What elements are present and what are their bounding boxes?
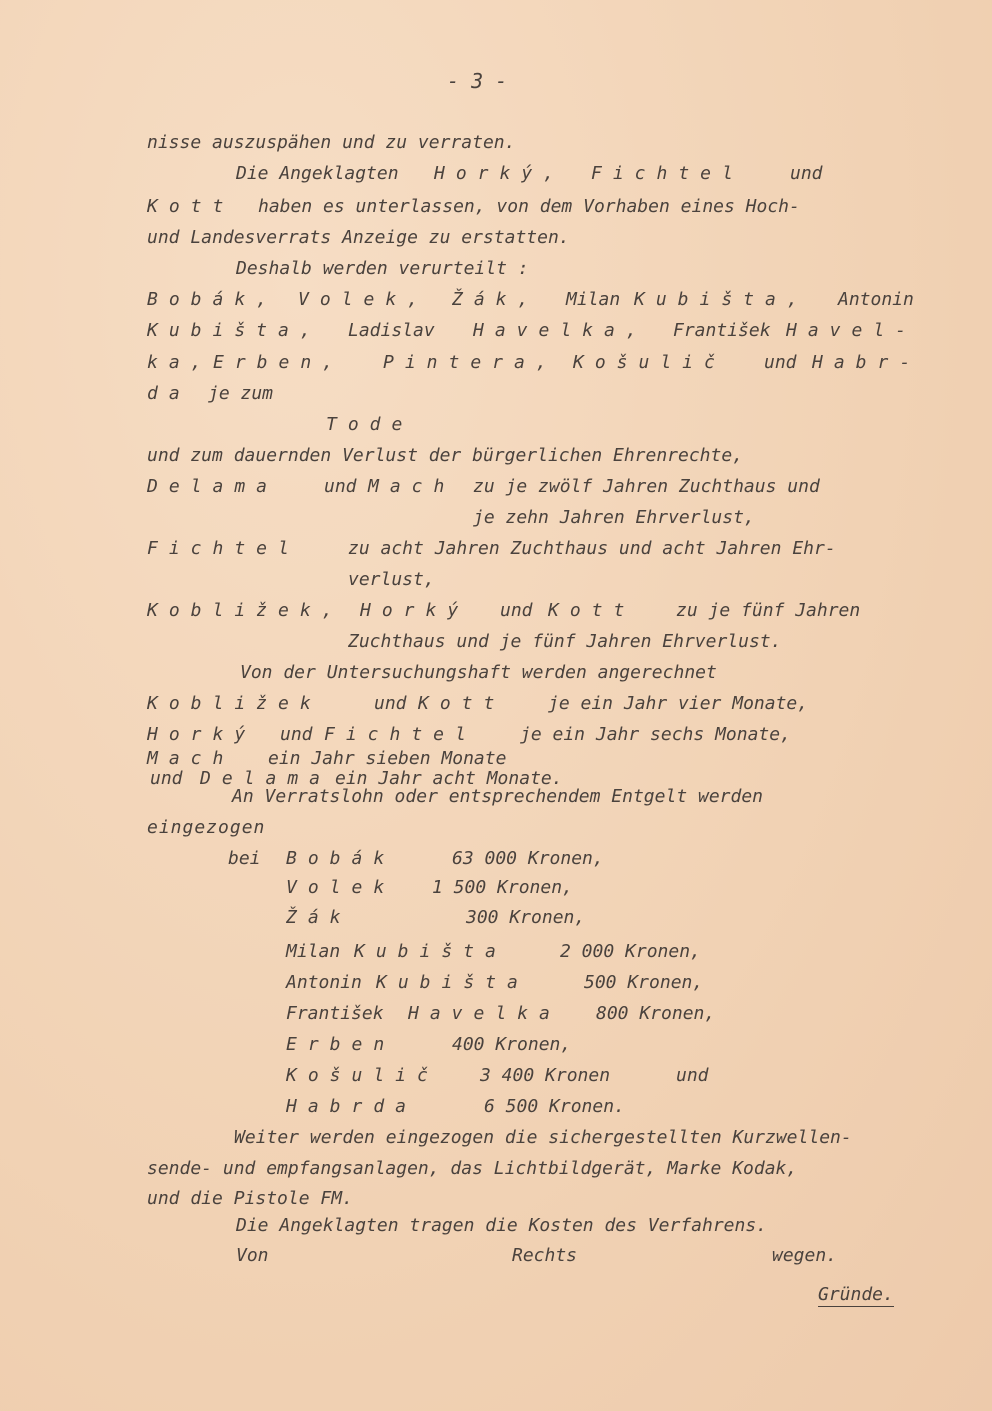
text-line: wegen.	[772, 1245, 838, 1266]
text-line: je zum	[208, 383, 274, 404]
defendant-name: Mach	[368, 476, 456, 497]
confiscation-amount: 400 Kronen,	[452, 1034, 572, 1055]
defendant-name: ka,	[147, 352, 213, 373]
sentence-heading: Tode	[326, 414, 414, 435]
text-line: und	[790, 163, 823, 184]
text-line: und die Pistole FM.	[147, 1188, 353, 1209]
section-heading-text: Gründe.	[818, 1284, 894, 1305]
defendant-name: Kobližek	[147, 693, 322, 714]
confiscation-amount: 300 Kronen,	[466, 907, 586, 928]
text-line: und	[764, 352, 797, 373]
text-line: zu je fünf Jahren	[676, 600, 861, 621]
text-line: ein Jahr acht Monate.	[335, 768, 563, 789]
text-line: zu acht Jahren Zuchthaus und acht Jahren Ehr-	[348, 538, 836, 559]
defendant-name: Fichtel	[147, 538, 300, 559]
confiscation-amount: 6 500 Kronen.	[484, 1096, 625, 1117]
defendant-name: Erben,	[213, 352, 345, 373]
defendant-name: Havelka,	[473, 320, 648, 341]
defendant-name: Kott	[418, 693, 506, 714]
text-line: zu je zwölf Jahren Zuchthaus und	[473, 476, 820, 497]
defendant-name: Volek,	[298, 289, 430, 310]
defendant-name: Havel-	[786, 320, 918, 341]
text-line: und	[324, 476, 357, 497]
text-line: und	[280, 724, 313, 745]
text-line: An Verratslohn oder entsprechendem Entgelt werden	[232, 786, 764, 807]
confiscation-name: Žák	[286, 907, 352, 928]
confiscation-name: Havelka	[408, 1003, 561, 1024]
confiscation-amount: 1 500 Kronen,	[432, 877, 573, 898]
defendant-name: Horký	[147, 724, 257, 745]
text-line: Die Angeklagten tragen die Kosten des Verfahrens.	[236, 1215, 768, 1236]
text-line: je zehn Jahren Ehrverlust,	[473, 507, 755, 528]
section-heading-gruende	[818, 1284, 894, 1306]
text-line: je ein Jahr vier Monate,	[548, 693, 809, 714]
defendant-name: Horký,	[434, 163, 566, 184]
text-line: Ladislav	[348, 320, 435, 341]
confiscation-amount: 63 000 Kronen,	[452, 848, 604, 869]
confiscation-name: Volek	[286, 877, 396, 898]
text-line: sende- und empfangsanlagen, das Lichtbildgerät, Marke Kodak,	[147, 1158, 798, 1179]
defendant-name: Kott	[548, 600, 636, 621]
confiscation-name: Kubišta	[354, 941, 507, 962]
confiscation-name: Kubišta	[376, 972, 529, 993]
defendant-name: Žák,	[452, 289, 540, 310]
text-line: eingezogen	[147, 817, 266, 838]
text-line: nisse auszuspähen und zu verraten.	[147, 132, 516, 153]
defendant-name: Horký	[360, 600, 470, 621]
confiscation-name: Habrda	[286, 1096, 418, 1117]
page-number: - 3 -	[447, 69, 508, 93]
text-line: Antonin	[838, 289, 914, 310]
text-line: verlust,	[348, 569, 435, 590]
text-line: Weiter werden eingezogen die sichergestellten Kurzwellen-	[234, 1127, 852, 1148]
text-line: Die Angeklagten	[236, 163, 399, 184]
text-line: und	[500, 600, 533, 621]
defendant-name: Košulič	[573, 352, 726, 373]
defendant-name: Kobližek,	[147, 600, 344, 621]
text-line: Milan	[286, 941, 341, 962]
text-line: haben es unterlassen, von dem Vorhaben eines Hoch-	[258, 196, 800, 217]
confiscation-amount: 800 Kronen,	[596, 1003, 716, 1024]
text-line: bei	[228, 848, 261, 869]
defendant-name: Kott	[147, 196, 235, 217]
confiscation-name: Bobák	[286, 848, 396, 869]
text-line: und	[374, 693, 407, 714]
defendant-name: Fichtel	[591, 163, 744, 184]
text-line: Milan	[566, 289, 621, 310]
text-line: und	[150, 768, 183, 789]
confiscation-amount: 3 400 Kronen	[480, 1065, 611, 1086]
defendant-name: Pintera,	[383, 352, 558, 373]
text-line: und	[676, 1065, 709, 1086]
text-line: je ein Jahr sechs Monate,	[520, 724, 791, 745]
defendant-name: Fichtel	[324, 724, 477, 745]
text-line: Antonin	[286, 972, 362, 993]
text-line: Rechts	[512, 1245, 578, 1266]
confiscation-amount: 2 000 Kronen,	[560, 941, 701, 962]
text-line: František	[286, 1003, 384, 1024]
defendant-name: Bobák,	[147, 289, 279, 310]
defendant-name: Kubišta,	[634, 289, 809, 310]
text-line: Zuchthaus und je fünf Jahren Ehrverlust.	[348, 631, 782, 652]
text-line: ein Jahr sieben Monate	[268, 748, 507, 769]
text-line: Von der Untersuchungshaft werden angerechnet	[240, 662, 717, 683]
text-line: František	[673, 320, 771, 341]
defendant-name: Kubišta,	[147, 320, 322, 341]
defendant-name: Delama	[200, 768, 332, 789]
text-line: und Landesverrats Anzeige zu erstatten.	[147, 227, 570, 248]
confiscation-name: Košulič	[286, 1065, 439, 1086]
text-line: und zum dauernden Verlust der bürgerlichen Ehrenrechte,	[147, 445, 744, 466]
confiscation-amount: 500 Kronen,	[584, 972, 704, 993]
text-line: Von	[236, 1245, 269, 1266]
defendant-name: Delama	[147, 476, 279, 497]
defendant-name: Habr-	[812, 352, 922, 373]
confiscation-name: Erben	[286, 1034, 396, 1055]
defendant-name: Mach	[147, 748, 235, 769]
defendant-name: da	[147, 383, 191, 404]
text-line: Deshalb werden verurteilt :	[236, 258, 529, 279]
